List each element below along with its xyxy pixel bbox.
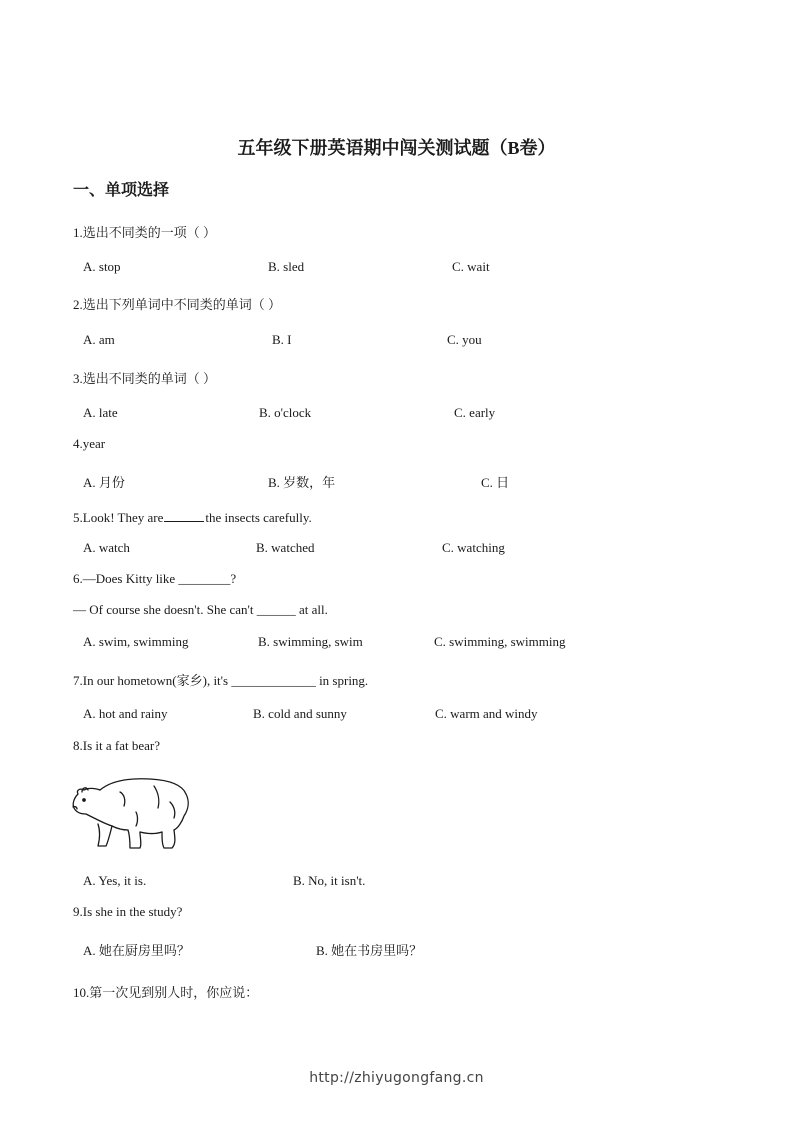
question-9: 9.Is she in the study?	[73, 904, 183, 919]
question-7: 7.In our hometown(家乡), it's _____________ in spring.	[73, 673, 369, 688]
q3-option-c: C. early	[454, 405, 496, 420]
q7-option-a: A. hot and rainy	[83, 706, 168, 721]
q9-option-b: B. 她在书房里吗？	[316, 943, 423, 958]
q7-option-c: C. warm and windy	[435, 706, 538, 721]
q4-option-b: B. 岁数，年	[268, 475, 336, 490]
q1-option-a: A. stop	[83, 259, 121, 274]
q5-stem-end: the insects carefully.	[205, 510, 312, 525]
q3-option-b: B. o'clock	[259, 405, 312, 420]
question-8: 8.Is it a fat bear?	[73, 738, 160, 753]
q9-option-a: A. 她在厨房里吗？	[83, 943, 190, 958]
q5-stem-start: 5.Look! They are	[73, 510, 164, 525]
q2-option-a: A. am	[83, 332, 115, 347]
question-4: 4.year	[73, 436, 106, 451]
question-10: 10.第一次见到别人时，你应说：	[73, 985, 259, 1000]
question-1: 1.选出不同类的一项（ ）	[73, 225, 217, 240]
question-5	[73, 509, 312, 526]
q8-option-b: B. No, it isn't.	[293, 873, 366, 888]
q2-option-c: C. you	[447, 332, 482, 347]
question-3: 3.选出不同类的单词（ ）	[73, 371, 217, 386]
question-6-reply: — Of course she doesn't. She can't ______ at all.	[73, 602, 328, 617]
answer-blank	[164, 509, 204, 522]
q1-option-c: C. wait	[452, 259, 490, 274]
q7-option-b: B. cold and sunny	[253, 706, 347, 721]
question-2: 2.选出下列单词中不同类的单词（ ）	[73, 297, 282, 312]
q8-option-a: A. Yes, it is.	[83, 873, 147, 888]
page-title: 五年级下册英语期中闯关测试题（B卷）	[237, 138, 556, 158]
section-heading: 一、单项选择	[73, 182, 170, 199]
q4-option-a: A. 月份	[83, 475, 125, 490]
footer-url: http://zhiyugongfang.cn	[309, 1070, 484, 1086]
q6-option-b: B. swimming, swim	[258, 634, 363, 649]
q2-option-b: B. I	[272, 332, 292, 347]
q6-option-a: A. swim, swimming	[83, 634, 189, 649]
q4-option-c: C. 日	[481, 475, 510, 490]
bear-illustration	[70, 772, 192, 852]
q5-option-a: A. watch	[83, 540, 130, 555]
q6-option-c: C. swimming, swimming	[434, 634, 566, 649]
q5-option-c: C. watching	[442, 540, 505, 555]
question-6: 6.—Does Kitty like ________?	[73, 571, 237, 586]
q5-option-b: B. watched	[256, 540, 315, 555]
q1-option-b: B. sled	[268, 259, 305, 274]
q3-option-a: A. late	[83, 405, 118, 420]
